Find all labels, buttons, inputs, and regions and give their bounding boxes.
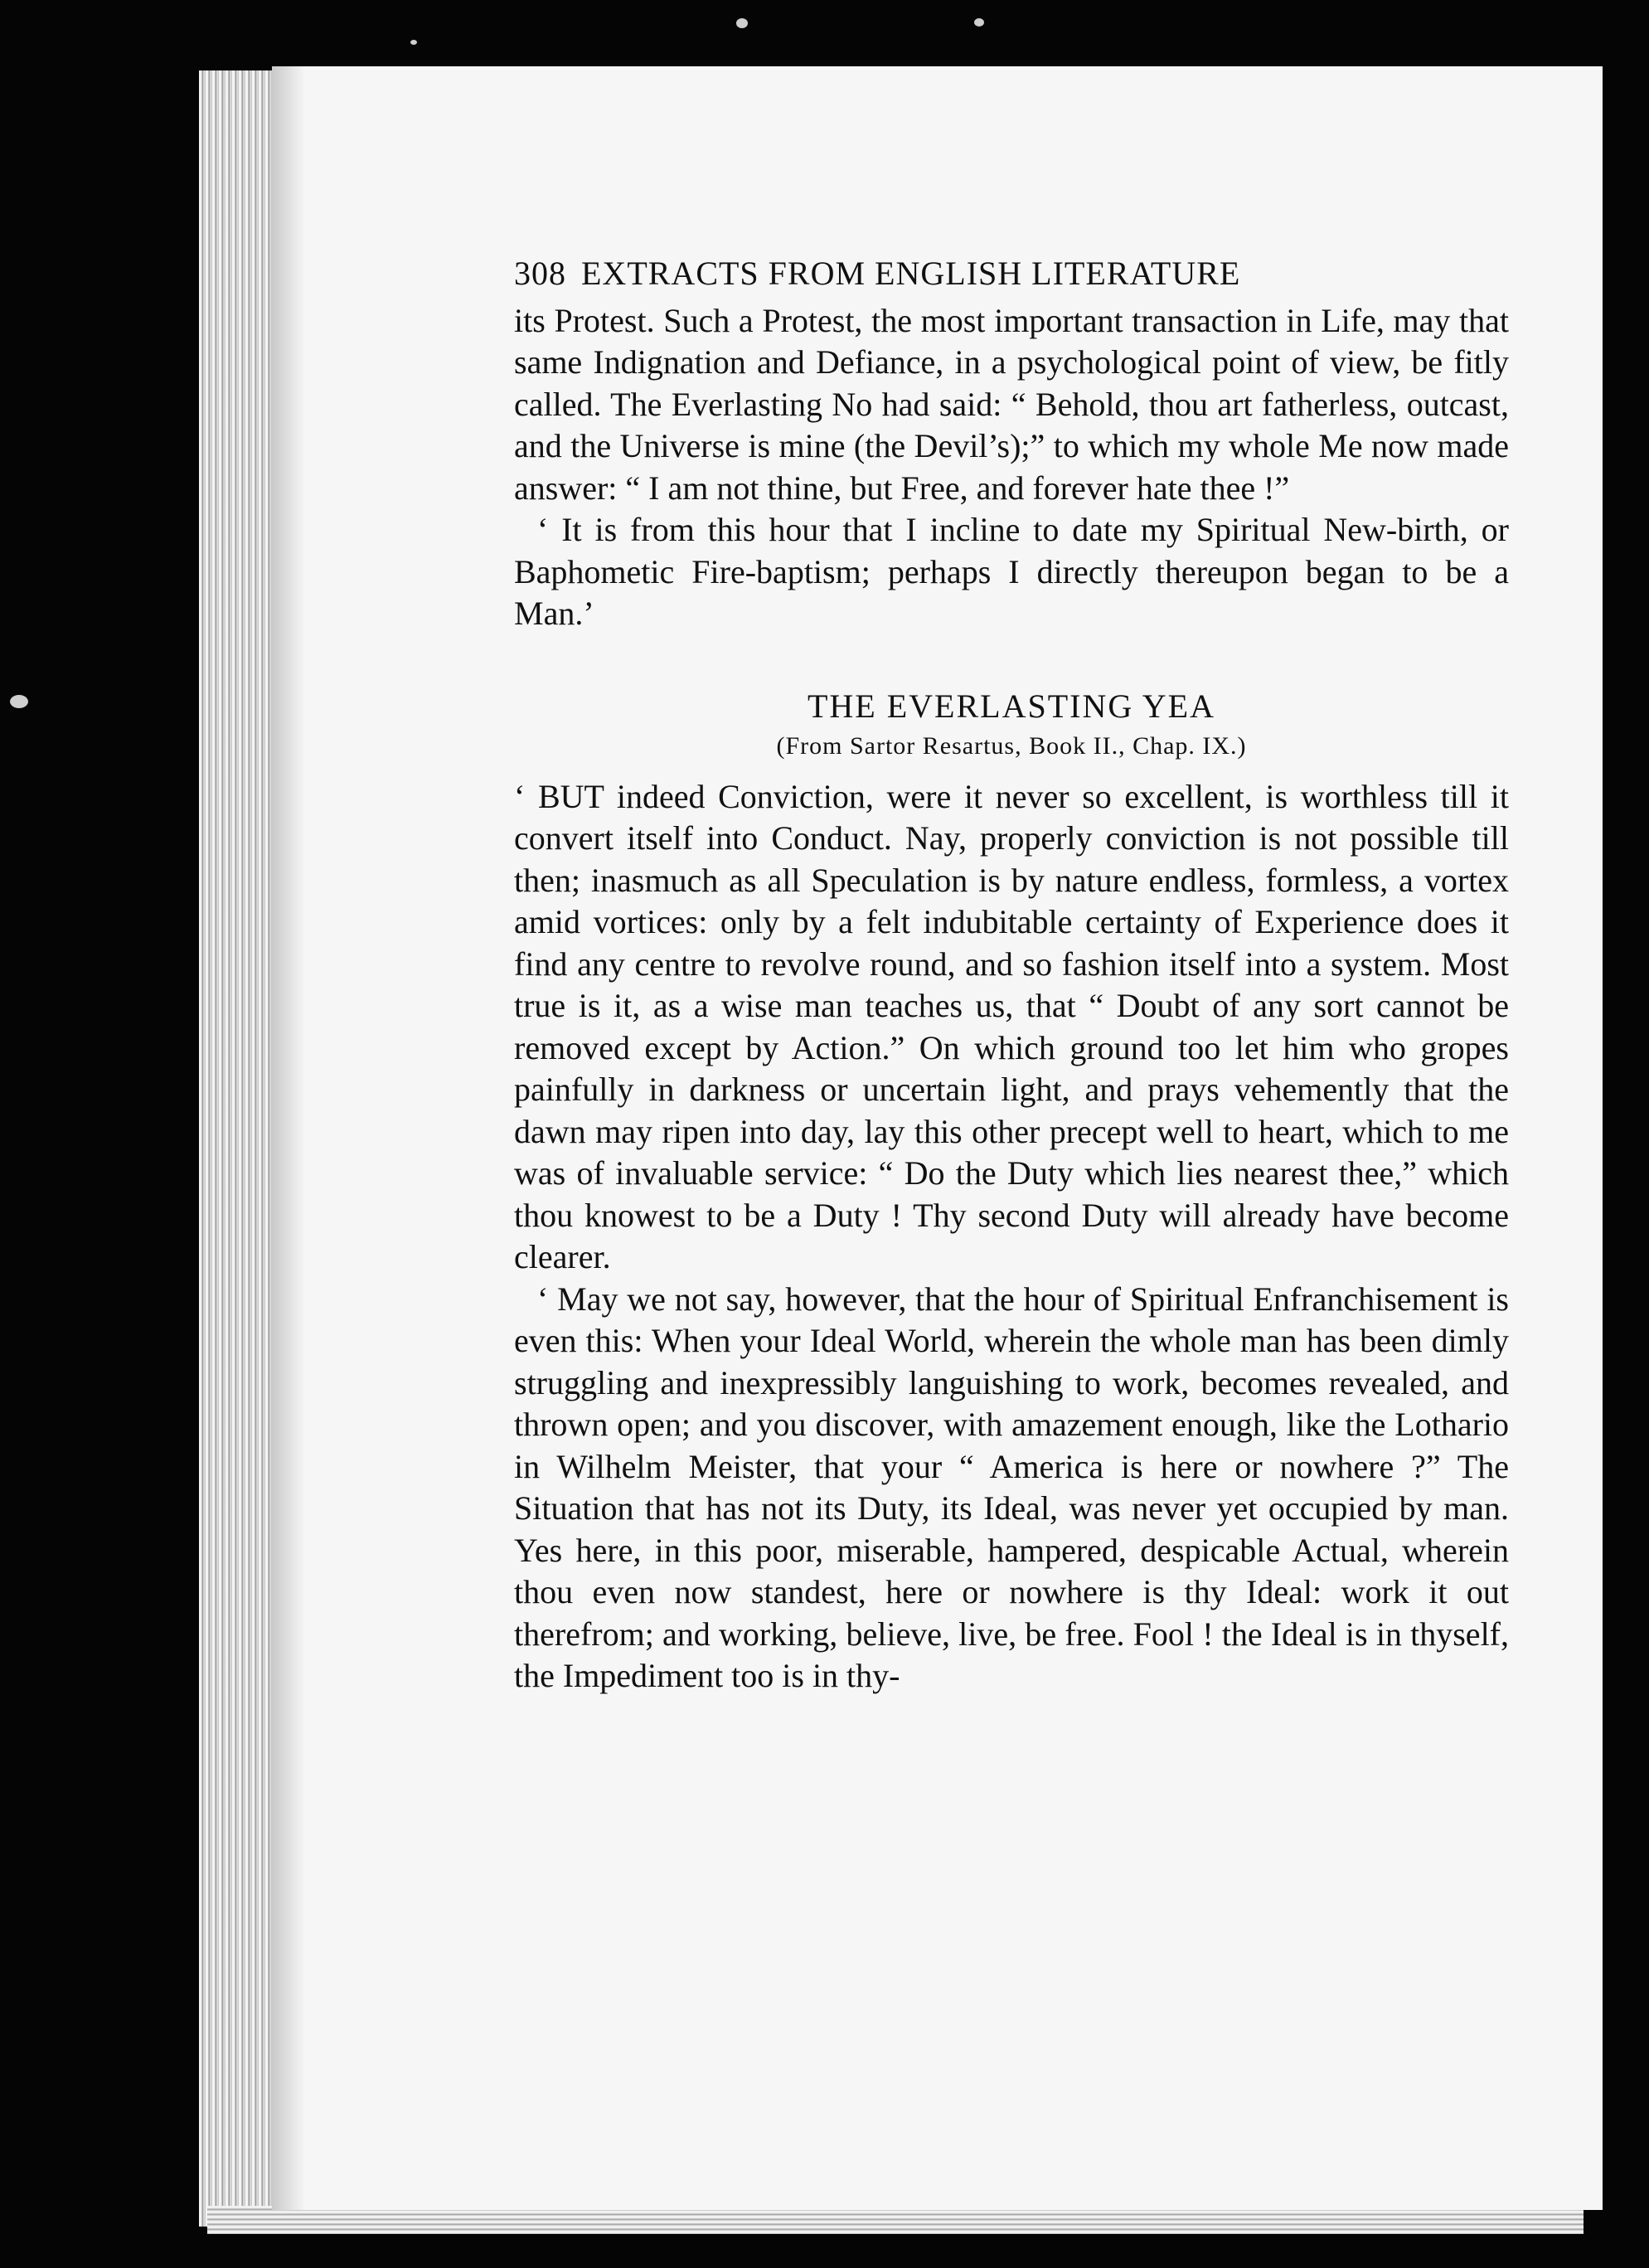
paragraph: ‘ It is from this hour that I incline to date my Spiritual New-birth, or Baphometic Fire-baptism; perhaps I directly thereupon began to be a Man.’ [514,511,1509,632]
scan-speck [974,18,984,27]
scan-speck [736,18,748,28]
paragraph: ‘ May we not say, however, that the hour of Spiritual Enfranchisement is even this: When your Ideal World, wherein the whole man has been dimly struggling and inexpressibly languishing to work, becomes revealed, and thrown open; and you discover, with amazement enough, like the Lothario in Wilhelm Meister, that your “ America is here or nowhere ?” The Situation that has not its Duty, its Ideal, was never yet occupied by man. Yes here, in this poor, miserable, hampered, despicable Actual, wherein thou even now standest, here or nowhere is thy Ideal: work it out therefrom; and working, believe, live, be free. Fool ! the Ideal is in thyself, the Impediment too is in thy- [514,1280,1509,1694]
scan-speck [410,40,417,45]
running-head-title: EXTRACTS FROM ENGLISH LITERATURE [581,255,1241,292]
book-bottom-edge [207,2206,1584,2234]
paragraph: ‘ BUT indeed Conviction, were it never so excellent, is worthless till it convert itself into Conduct. Nay, properly conviction is not possible till then; inasmuch as all Speculation is by nature endless, formless, a vortex amid vortices: only by a felt indubitable certainty of Experience does it find any centre to revolve round, and so fashion itself into a system. Most true is it, as a wise man teaches us, that “ Doubt of any sort cannot be removed except by Action.” On which ground too let him who gropes painfully in darkness or uncertain light, and prays vehemently that the dawn may ripen into day, lay this other precept well to heart, which to me was of invaluable service: “ Do the Duty which lies nearest thee,” which thou knowest to be a Duty ! Thy second Duty will already have become clearer. [514,777,1509,1275]
book-page-edges [199,70,274,2227]
section-title: THE EVERLASTING YEA [807,687,1215,725]
paragraph: its Protest. Such a Protest, the most important transaction in Life, may that same Indignation and Defiance, in a psychological point of view, be fitly called. The Everlasting No had said: “ Behold, thou art fatherless, outcast, and the Universe is mine (the Devil’s);” to which my whole Me now made answer: “ I am not thine, but Free, and forever hate thee !” [514,301,1509,507]
section-source: (From Sartor Resartus, Book II., Chap. IX.) [776,731,1247,760]
page-text [514,253,1509,1697]
spine-shadow [272,66,305,2210]
running-head [514,253,1509,295]
page-number: 308 [514,255,566,292]
scan-speck [10,695,28,708]
